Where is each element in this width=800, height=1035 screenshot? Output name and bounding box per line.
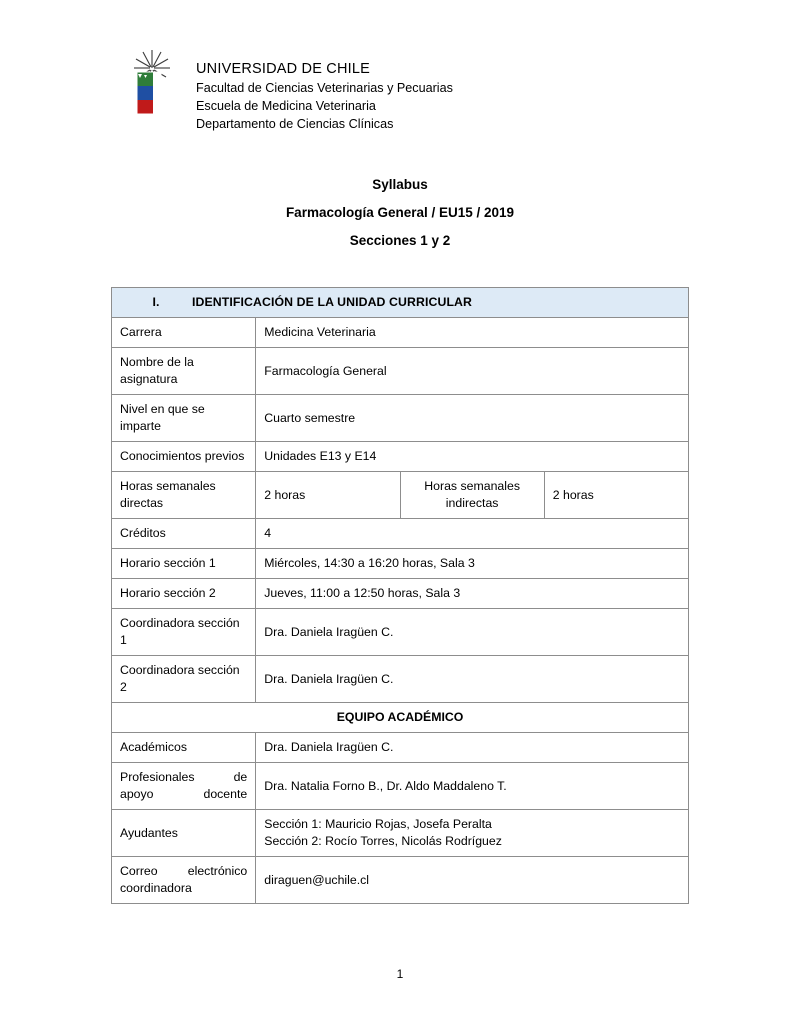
row-label: Académicos	[112, 733, 256, 763]
email-value: diraguen@uchile.cl	[256, 857, 689, 904]
row-value: Cuarto semestre	[256, 395, 689, 442]
row-label: Horario sección 2	[112, 579, 256, 609]
assistants-value	[256, 810, 689, 857]
document-title-block	[110, 171, 690, 255]
table-row	[112, 348, 689, 395]
weekly-direct-hours-value: 2 horas	[256, 472, 400, 519]
universidad-de-chile-crest-icon	[132, 48, 188, 126]
table-row	[112, 609, 689, 656]
document-header	[132, 48, 690, 133]
row-label: Créditos	[112, 519, 256, 549]
row-label: Horario sección 1	[112, 549, 256, 579]
row-value: Miércoles, 14:30 a 16:20 horas, Sala 3	[256, 549, 689, 579]
section-numeral: I.	[152, 295, 160, 309]
row-label: Coordinadora sección 1	[112, 609, 256, 656]
table-row-weekly-hours	[112, 472, 689, 519]
row-label: Coordinadora sección 2	[112, 656, 256, 703]
page-number: 1	[396, 967, 404, 981]
table-row	[112, 442, 689, 472]
table-row-assistants	[112, 810, 689, 857]
table-row-email	[112, 857, 689, 904]
table-row	[112, 288, 689, 318]
assistants-section-1: Sección 1: Mauricio Rojas, Josefa Peralta	[264, 817, 492, 831]
row-value: Dra. Natalia Forno B., Dr. Aldo Maddaleno T.	[256, 763, 689, 810]
table-row	[112, 549, 689, 579]
row-label: Conocimientos previos	[112, 442, 256, 472]
table-row	[112, 763, 689, 810]
row-value: 4	[256, 519, 689, 549]
row-value: Dra. Daniela Iragüen C.	[256, 733, 689, 763]
department-name: Departamento de Ciencias Clínicas	[196, 117, 394, 131]
row-value: Medicina Veterinaria	[256, 318, 689, 348]
section-title: IDENTIFICACIÓN DE LA UNIDAD CURRICULAR	[192, 295, 473, 309]
table-row	[112, 318, 689, 348]
title-syllabus: Syllabus	[372, 177, 428, 192]
title-sections: Secciones 1 y 2	[349, 233, 451, 248]
row-label: Nivel en que se imparte	[112, 395, 256, 442]
team-header: EQUIPO ACADÉMICO	[112, 703, 689, 733]
table-row	[112, 395, 689, 442]
row-label: Nombre de la asignatura	[112, 348, 256, 395]
row-value: Unidades E13 y E14	[256, 442, 689, 472]
row-value: Jueves, 11:00 a 12:50 horas, Sala 3	[256, 579, 689, 609]
assistants-label: Ayudantes	[112, 810, 256, 857]
section-header-cell	[112, 288, 689, 318]
assistants-section-2: Sección 2: Rocío Torres, Nicolás Rodríguez	[264, 834, 502, 848]
table-row	[112, 656, 689, 703]
table-row	[112, 733, 689, 763]
row-value: Dra. Daniela Iragüen C.	[256, 609, 689, 656]
weekly-indirect-hours-value: 2 horas	[544, 472, 688, 519]
table-row	[112, 579, 689, 609]
table-row	[112, 519, 689, 549]
row-value: Farmacología General	[256, 348, 689, 395]
weekly-indirect-hours-label: Horas semanales indirectas	[400, 472, 544, 519]
university-name: UNIVERSIDAD DE CHILE	[196, 61, 371, 77]
faculty-name: Facultad de Ciencias Veterinarias y Pecuarias	[196, 81, 453, 95]
row-value: Dra. Daniela Iragüen C.	[256, 656, 689, 703]
table-row-team-header	[112, 703, 689, 733]
email-label: Correo electrónico coordinadora	[112, 857, 256, 904]
weekly-direct-hours-label: Horas semanales directas	[112, 472, 256, 519]
school-name: Escuela de Medicina Veterinaria	[196, 99, 376, 113]
row-label: Carrera	[112, 318, 256, 348]
row-label: Profesionales de apoyo docente	[112, 763, 256, 810]
title-course: Farmacología General / EU15 / 2019	[285, 205, 515, 220]
organization-lines	[196, 48, 453, 133]
identification-table	[111, 287, 689, 904]
